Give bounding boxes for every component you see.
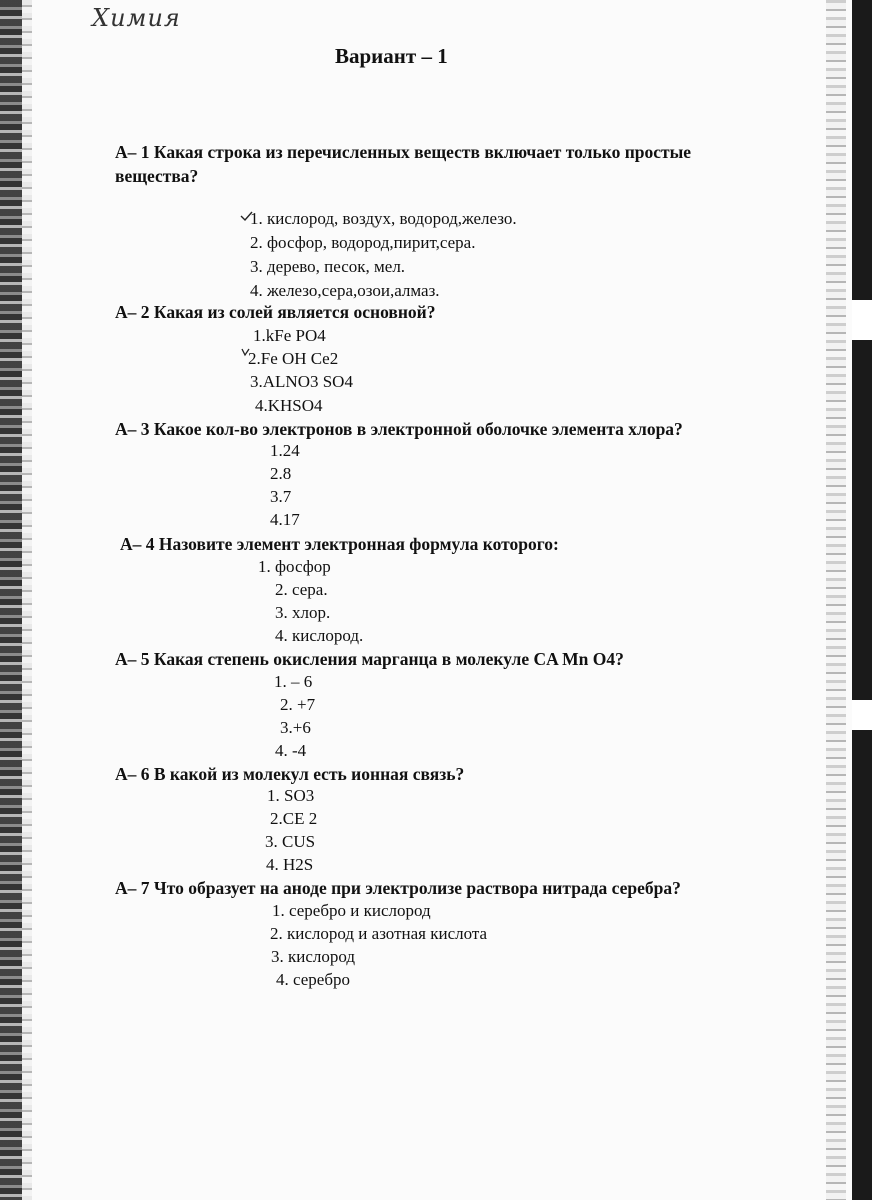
scan-edge-left: [0, 0, 22, 1200]
option: 3. хлор.: [275, 603, 331, 622]
option: 1. SO3: [267, 786, 315, 805]
option: 2. фосфор, водород,пирит,сера.: [250, 233, 476, 252]
question-3: А– 3 Какое кол-во электронов в электронной оболочке элемента хлора?: [115, 419, 683, 439]
option: 3. дерево, песок, мел.: [250, 257, 406, 276]
question-1: А– 1 Какая строка из перечисленных веществ включает только простые: [115, 142, 692, 162]
question-5: А– 5 Какая степень окисления марганца в молекуле CA Mn O4?: [115, 649, 624, 669]
option: 3.7: [270, 487, 292, 506]
option: 2.8: [270, 464, 292, 483]
option: 4.17: [270, 510, 300, 529]
option: 3. CUS: [265, 832, 316, 851]
option: 2.CE 2: [270, 809, 318, 828]
scan-edge-left-shadow: [22, 0, 32, 1200]
option: 1. серебро и кислород: [272, 901, 431, 920]
option: 1.24: [270, 441, 300, 460]
page-title: Вариант – 1: [335, 44, 448, 68]
question-4: А– 4 Назовите элемент электронная формула которого:: [120, 534, 559, 554]
option: 2. сера.: [275, 580, 328, 599]
option: 1. кислород, воздух, водород,железо.: [250, 209, 517, 228]
option: 1. фосфор: [258, 557, 331, 576]
option: 4. железо,сера,озои,алмаз.: [250, 281, 440, 300]
option: 1.kFe PO4: [253, 326, 326, 345]
question-2: А– 2 Какая из солей является основной?: [115, 302, 436, 322]
scan-edge-right-border: [852, 0, 872, 1200]
option: 3. кислород: [271, 947, 356, 966]
question-7: А– 7 Что образует на аноде при электролизе раствора нитрада серебра?: [115, 878, 681, 898]
option: 4. кислород.: [275, 626, 364, 645]
option: 2.Fe OH Ce2: [248, 349, 339, 368]
option: 3.+6: [280, 718, 311, 737]
option: 4. H2S: [266, 855, 314, 874]
question-6: А– 6 В какой из молекул есть ионная связь?: [115, 764, 465, 784]
handwritten-subject: Химия: [92, 4, 181, 32]
option: 4. -4: [275, 741, 307, 760]
option: 4.KHSO4: [255, 396, 323, 415]
option: 2. кислород и азотная кислота: [270, 924, 488, 943]
option: 3.ALNO3 SO4: [250, 372, 353, 391]
option: 2. +7: [280, 695, 316, 714]
option: 1. – 6: [274, 672, 313, 691]
option: 4. серебро: [276, 970, 350, 989]
scan-edge-right: [826, 0, 846, 1200]
question-1-cont: вещества?: [115, 166, 199, 186]
